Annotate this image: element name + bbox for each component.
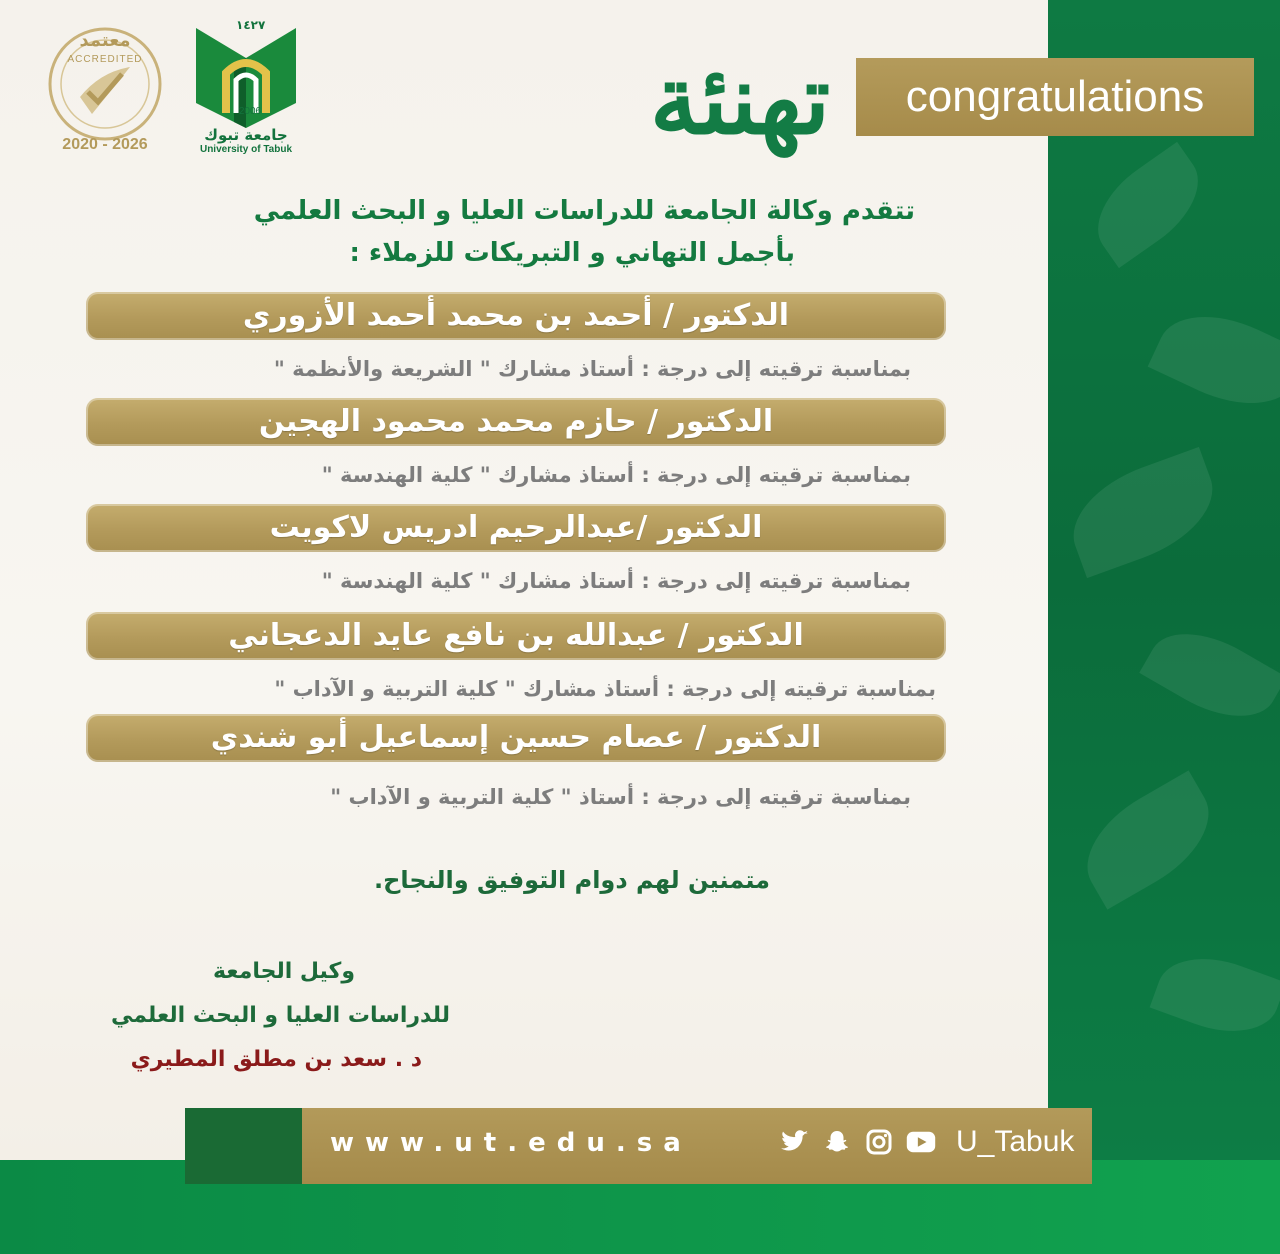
signature-title-2: للدراسات العليا و البحث العلمي — [110, 1003, 450, 1028]
accreditation-ar: معتمد — [79, 30, 131, 51]
university-name-en: University of Tabuk — [199, 144, 293, 155]
signature-title-1: وكيل الجامعة — [212, 959, 355, 984]
honoree-occasion-4: بمناسبة ترقيته إلى درجة : أستاذ مشارك " كلية التربية و الآداب " — [274, 677, 936, 701]
congrats-arabic-title: تهنئة — [649, 43, 831, 156]
congrats-english-label: congratulations — [905, 72, 1205, 121]
honoree-occasion-1: بمناسبة ترقيته إلى درجة : أستاذ مشارك " الشريعة والأنظمة " — [273, 357, 911, 381]
honoree-name-1: الدكتور / أحمد بن محمد أحمد الأزوري — [86, 292, 946, 340]
accreditation-en: ACCREDITED — [67, 54, 143, 65]
snapchat-icon[interactable] — [822, 1127, 852, 1157]
signature-name: د . سعد بن مطلق المطيري — [130, 1047, 422, 1072]
right-green-band — [1048, 0, 1280, 1160]
congrats-english-banner — [856, 58, 1254, 136]
instagram-icon[interactable] — [864, 1127, 894, 1157]
honoree-occasion-3: بمناسبة ترقيته إلى درجة : أستاذ مشارك " كلية الهندسة " — [321, 569, 911, 593]
intro-text — [100, 190, 915, 274]
honoree-occasion-5: بمناسبة ترقيته إلى درجة : أستاذ " كلية التربية و الآداب " — [330, 785, 911, 809]
closing-wish: متمنين لهم دوام التوفيق والنجاح. — [374, 866, 770, 894]
social-links — [780, 1125, 1074, 1159]
footer-dark-block — [185, 1108, 303, 1184]
twitter-icon[interactable] — [780, 1127, 810, 1157]
university-year-greg: 2006 — [238, 106, 262, 117]
honoree-name-4: الدكتور / عبدالله بن نافع عايد الدعجاني — [86, 612, 946, 660]
university-year-hijri: ١٤٢٧ — [236, 18, 266, 32]
accreditation-years: 2020 - 2026 — [62, 136, 148, 153]
honoree-occasion-2: بمناسبة ترقيته إلى درجة : أستاذ مشارك " كلية الهندسة " — [321, 463, 911, 487]
intro-line-2: بأجمل التهاني و التبريكات للزملاء : — [349, 238, 795, 268]
youtube-icon[interactable] — [906, 1127, 936, 1157]
university-name-ar: جامعة تبوك — [204, 126, 288, 144]
honoree-name-2: الدكتور / حازم محمد محمود الهجين — [86, 398, 946, 446]
intro-line-1: تتقدم وكالة الجامعة للدراسات العليا و البحث العلمي — [253, 196, 915, 226]
honoree-name-3: الدكتور /عبدالرحيم ادريس لاكويت — [86, 504, 946, 552]
signature-block — [40, 950, 450, 1082]
honoree-name-5: الدكتور / عصام حسين إسماعيل أبو شندي — [86, 714, 946, 762]
website-link[interactable]: www.ut.edu.sa — [330, 1128, 692, 1158]
social-handle[interactable]: U_Tabuk — [956, 1125, 1075, 1158]
